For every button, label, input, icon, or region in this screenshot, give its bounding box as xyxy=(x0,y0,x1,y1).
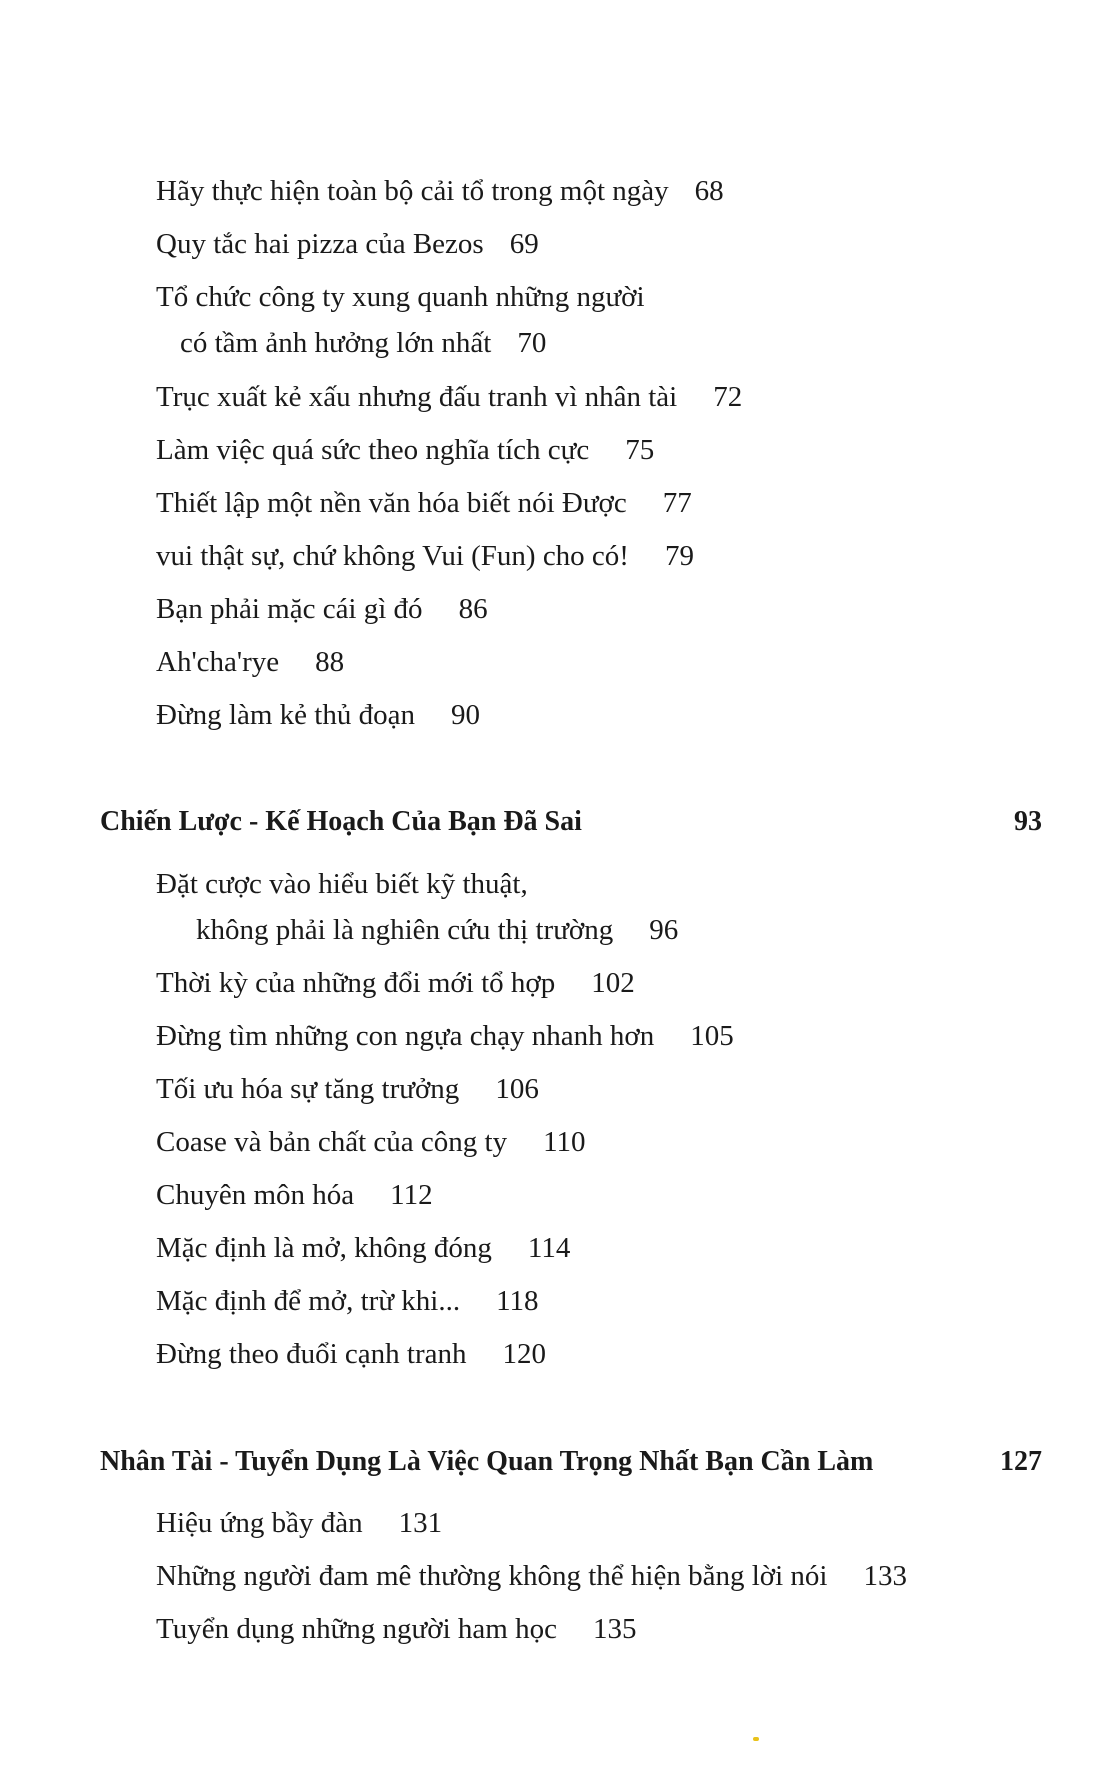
entry-title: Mặc định là mở, không đóng xyxy=(156,1232,492,1264)
entry-page: 69 xyxy=(509,228,539,260)
entry-page: 75 xyxy=(625,434,655,466)
entry-title: Coase và bản chất của công ty xyxy=(156,1126,508,1158)
toc-entry xyxy=(156,586,488,632)
entry-title: Hãy thực hiện toàn bộ cải tổ trong một ngày xyxy=(156,175,669,207)
entry-title: Trục xuất kẻ xấu nhưng đấu tranh vì nhân tài xyxy=(156,381,678,413)
toc-entry xyxy=(156,1172,433,1218)
entry-page: 96 xyxy=(649,914,679,946)
entry-page: 112 xyxy=(390,1179,433,1211)
entry-title-cont-text: không phải là nghiên cứu thị trường xyxy=(196,914,614,946)
entry-title: Những người đam mê thường không thể hiện bằng lời nói xyxy=(156,1560,828,1592)
entry-page: 79 xyxy=(664,540,694,572)
entry-title: Đừng theo đuổi cạnh tranh xyxy=(156,1338,467,1370)
toc-entry xyxy=(156,639,344,685)
entry-title: Tổ chức công ty xung quanh những người xyxy=(156,281,645,313)
entry-page: 77 xyxy=(662,487,692,519)
entry-title: Hiệu ứng bầy đàn xyxy=(156,1507,363,1539)
toc-entry xyxy=(156,168,724,214)
entry-title: Ah'cha'rye xyxy=(156,646,280,678)
section-title: Nhân Tài - Tuyển Dụng Là Việc Quan Trọng Nhất Bạn Cần Làm xyxy=(100,1446,874,1477)
section-heading xyxy=(100,799,1042,845)
section-heading xyxy=(100,1439,1042,1485)
entry-page: 118 xyxy=(496,1285,539,1317)
section-page: 93 xyxy=(1014,806,1042,837)
entry-page: 70 xyxy=(517,327,547,359)
toc-entry xyxy=(156,480,692,526)
entry-page: 68 xyxy=(694,175,724,207)
entry-page: 102 xyxy=(591,967,635,999)
toc-entry xyxy=(156,1278,539,1324)
toc-entry xyxy=(156,1013,734,1059)
toc-entry xyxy=(156,1066,539,1112)
entry-title: Đặt cược vào hiểu biết kỹ thuật, xyxy=(156,868,528,900)
toc-entry xyxy=(156,1331,546,1377)
toc-entry xyxy=(156,1606,636,1652)
toc-entry xyxy=(156,221,539,267)
entry-page: 114 xyxy=(527,1232,571,1264)
entry-page: 90 xyxy=(450,699,480,731)
entry-title-cont-text: có tầm ảnh hưởng lớn nhất xyxy=(180,327,492,359)
entry-title: Mặc định để mở, trừ khi... xyxy=(156,1285,461,1317)
toc-entry xyxy=(156,1119,586,1165)
entry-title-continued xyxy=(156,907,678,953)
entry-title: Đừng tìm những con ngựa chạy nhanh hơn xyxy=(156,1020,655,1052)
entry-title: Thời kỳ của những đổi mới tổ hợp xyxy=(156,967,556,999)
toc-entry xyxy=(156,274,645,366)
entry-page: 72 xyxy=(713,381,743,413)
entry-title: Quy tắc hai pizza của Bezos xyxy=(156,228,484,260)
entry-title-continued xyxy=(156,320,645,366)
entry-title: Chuyên môn hóa xyxy=(156,1179,355,1211)
entry-page: 105 xyxy=(690,1020,734,1052)
toc-entry xyxy=(156,692,480,738)
entry-page: 88 xyxy=(315,646,345,678)
entry-page: 120 xyxy=(502,1338,546,1370)
toc-entry xyxy=(156,374,742,420)
toc-entry xyxy=(156,960,635,1006)
toc-entry xyxy=(156,1500,442,1546)
toc-entry xyxy=(156,533,694,579)
entry-title: Bạn phải mặc cái gì đó xyxy=(156,593,423,625)
entry-page: 135 xyxy=(592,1613,637,1645)
entry-page: 110 xyxy=(543,1126,586,1158)
entry-page: 131 xyxy=(398,1507,443,1539)
toc-entry xyxy=(156,1553,907,1599)
entry-title: vui thật sự, chứ không Vui (Fun) cho có! xyxy=(156,540,629,572)
entry-page: 133 xyxy=(863,1560,907,1592)
toc-entry xyxy=(156,427,654,473)
section-title: Chiến Lược - Kế Hoạch Của Bạn Đã Sai xyxy=(100,806,582,837)
entry-title: Tối ưu hóa sự tăng trưởng xyxy=(156,1073,460,1105)
entry-title: Thiết lập một nền văn hóa biết nói Được xyxy=(156,487,627,519)
toc-entry xyxy=(156,1225,570,1271)
entry-title: Đừng làm kẻ thủ đoạn xyxy=(156,699,415,731)
entry-page: 86 xyxy=(458,593,488,625)
scan-speck xyxy=(753,1737,759,1741)
entry-title: Tuyển dụng những người ham học xyxy=(156,1613,557,1645)
entry-page: 106 xyxy=(495,1073,539,1105)
entry-title: Làm việc quá sức theo nghĩa tích cực xyxy=(156,434,590,466)
section-page: 127 xyxy=(1000,1446,1042,1477)
toc-entry xyxy=(156,861,678,953)
